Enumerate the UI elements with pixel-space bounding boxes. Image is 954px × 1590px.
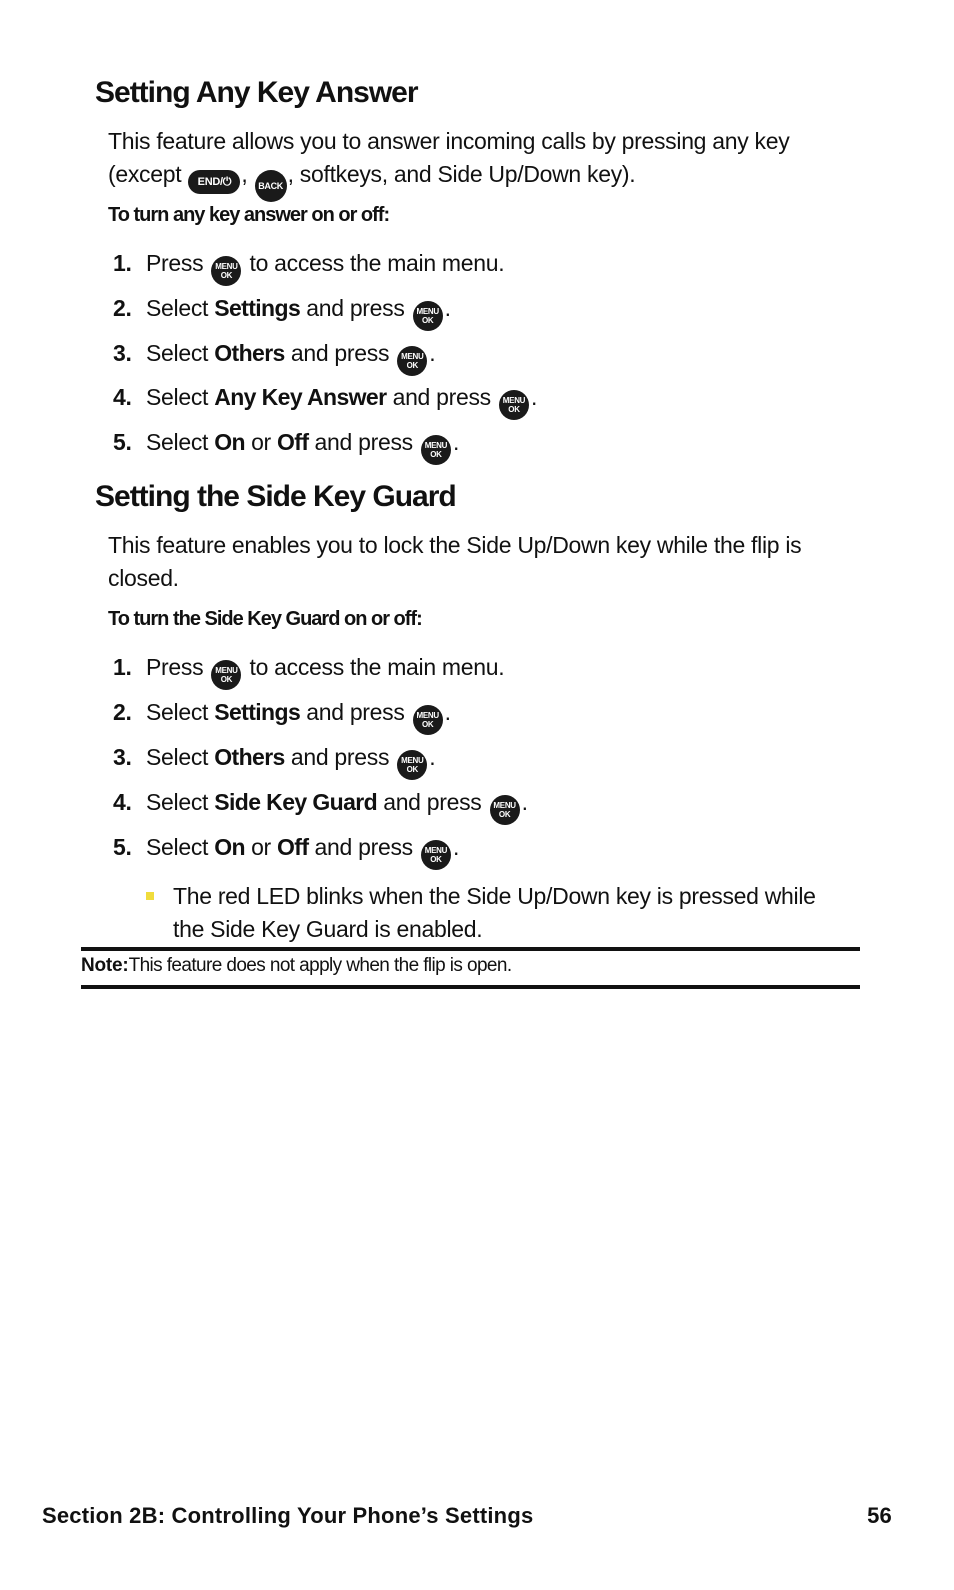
menu-ok-key-icon: MENU OK (421, 435, 451, 465)
step-text: to access the main menu. (249, 654, 505, 680)
step-text: and press (290, 744, 390, 770)
step-text: . (429, 340, 436, 366)
step-text: . (452, 429, 460, 455)
note-top-rule (81, 947, 860, 951)
footer-section: Section 2B: Controlling Your Phone’s Settings (42, 1503, 534, 1528)
section1-intro (108, 125, 848, 202)
step-text: Select (146, 789, 209, 815)
menu-ok-key-icon: MENU OK (413, 301, 443, 331)
s2-step-3 (113, 742, 435, 780)
step-bold: Settings (214, 699, 301, 725)
intro-line-2c: , softkeys, and Side Up/Down key). (287, 161, 636, 187)
page-number: 56 (867, 1503, 892, 1528)
step-text: . (444, 295, 451, 321)
section-title-any-key-answer: Setting Any Key Answer (95, 76, 418, 109)
step-bold: Others (214, 744, 285, 770)
menu-ok-key-icon: MENU OK (397, 750, 427, 780)
step-bold: Off (277, 834, 309, 860)
step-text: . (452, 834, 460, 860)
step-bold: On (214, 834, 245, 860)
step-number: 3. (113, 340, 132, 366)
step-bold: Others (214, 340, 285, 366)
s2-step-1 (113, 652, 504, 690)
note (81, 955, 512, 977)
step-text: Select (146, 384, 209, 410)
step-text: and press (383, 789, 482, 815)
step-number: 5. (113, 429, 132, 455)
step-text: and press (314, 834, 413, 860)
step-text: to access the main menu. (249, 250, 505, 276)
step-text: Select (146, 699, 209, 725)
step-bold: Side Key Guard (214, 789, 378, 815)
step-text: or (251, 429, 271, 455)
intro-comma: , (241, 161, 248, 187)
s2-step-4 (113, 787, 528, 825)
menu-ok-key-icon: MENU OK (490, 795, 520, 825)
step-number: 4. (113, 384, 132, 410)
back-key-icon: BACK (255, 170, 287, 202)
menu-ok-key-icon: MENU OK (397, 346, 427, 376)
s1-step-2 (113, 293, 451, 331)
note-label: Note: (81, 955, 129, 976)
s1-step-4 (113, 382, 537, 420)
section2-subheading: To turn the Side Key Guard on or off: (108, 608, 422, 630)
step-text: and press (392, 384, 491, 410)
step-number: 3. (113, 744, 132, 770)
section-title-side-key-guard: Setting the Side Key Guard (95, 480, 456, 513)
step-bold: On (214, 429, 245, 455)
menu-ok-key-icon: MENU OK (211, 256, 241, 286)
page-footer (42, 1503, 892, 1533)
intro-line-2a: (except (108, 161, 182, 187)
step-text: and press (290, 340, 390, 366)
s2-step-5 (113, 832, 459, 870)
step-text: . (521, 789, 528, 815)
step-number: 2. (113, 699, 132, 725)
step-bold: Settings (214, 295, 301, 321)
note-bottom-rule (81, 985, 860, 989)
step-text: . (429, 744, 436, 770)
intro-line-1: This feature allows you to answer incoming calls by pressing any key (108, 128, 790, 154)
bullet-square-icon (146, 892, 154, 900)
menu-ok-key-icon: MENU OK (211, 660, 241, 690)
step-text: Select (146, 834, 209, 860)
step-text: and press (314, 429, 413, 455)
s1-step-3 (113, 338, 435, 376)
s1-step-5 (113, 427, 459, 465)
step-text: Press (146, 250, 204, 276)
step-number: 1. (113, 654, 132, 680)
menu-ok-key-icon: MENU OK (421, 840, 451, 870)
section1-subheading: To turn any key answer on or off: (108, 204, 390, 226)
step-bold: Any Key Answer (214, 384, 387, 410)
step-number: 4. (113, 789, 132, 815)
step-text: . (444, 699, 451, 725)
power-icon: ⏻ (222, 176, 232, 188)
step-number: 2. (113, 295, 132, 321)
step-text: or (251, 834, 271, 860)
step-text: Select (146, 429, 209, 455)
menu-ok-key-icon: MENU OK (499, 390, 529, 420)
s2-step-2 (113, 697, 451, 735)
step-text: Select (146, 744, 209, 770)
menu-ok-key-icon: MENU OK (413, 705, 443, 735)
note-text: This feature does not apply when the flip is open. (128, 955, 512, 976)
step-bold: Off (277, 429, 309, 455)
s1-step-1 (113, 248, 504, 286)
step-text: and press (306, 699, 405, 725)
step-number: 5. (113, 834, 132, 860)
step-text: Select (146, 340, 209, 366)
step-text: and press (306, 295, 405, 321)
end-key-icon: END/⏻ (188, 170, 240, 194)
section2-intro: This feature enables you to lock the Side Up/Down key while the flip is closed. (108, 532, 802, 591)
step-text: Select (146, 295, 209, 321)
led-bullet (146, 880, 846, 946)
bullet-text: The red LED blinks when the Side Up/Down key is pressed while the Side Key Guard is enabled. (173, 883, 816, 942)
step-text: . (530, 384, 538, 410)
step-text: Press (146, 654, 204, 680)
step-number: 1. (113, 250, 132, 276)
